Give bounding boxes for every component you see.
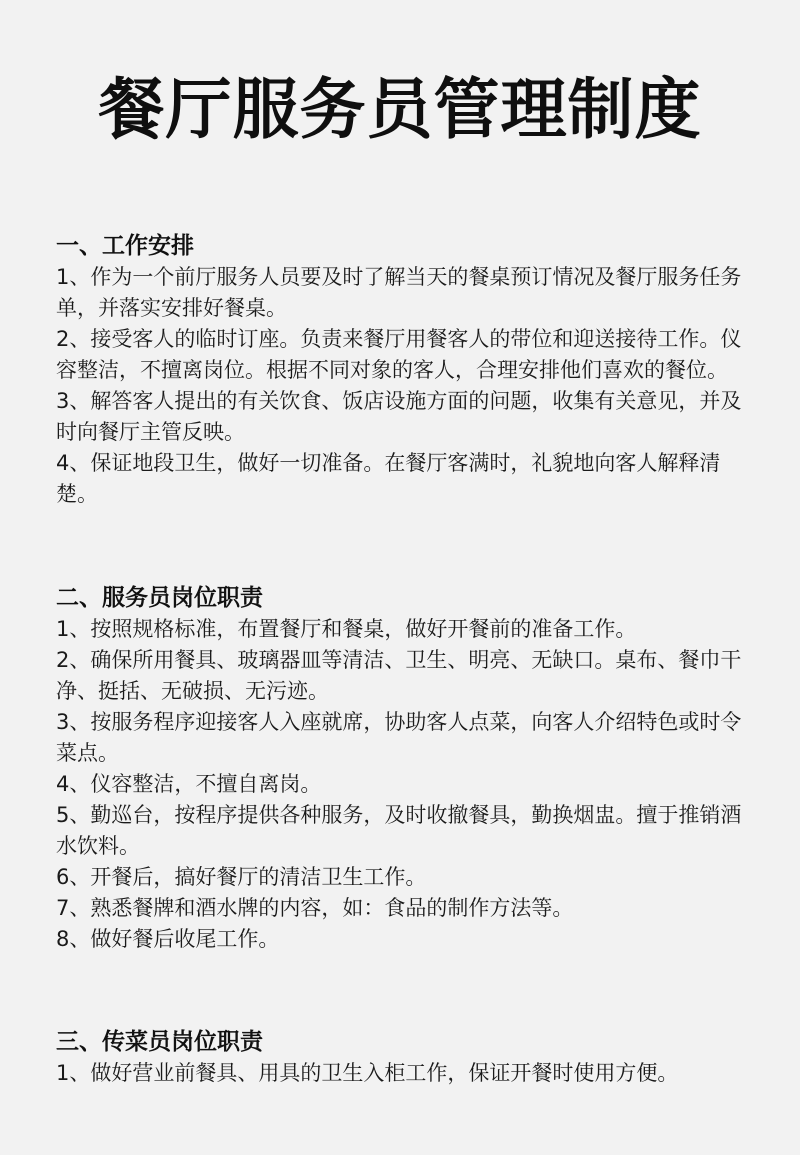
list-item: 5、勤巡台，按程序提供各种服务，及时收撤餐具，勤换烟盅。擅于推销酒水饮料。 [56,803,742,858]
section-work-arrangement [56,230,756,510]
section-runner-duties [56,1026,756,1089]
list-item: 1、作为一个前厅服务人员要及时了解当天的餐桌预订情况及餐厅服务任务单，并落实安排好餐桌。 [56,265,742,320]
list-item: 7、熟悉餐牌和酒水牌的内容，如：食品的制作方法等。 [56,896,574,920]
list-item: 4、保证地段卫生，做好一切准备。在餐厅客满时，礼貌地向客人解释清楚。 [56,451,721,506]
list-item: 1、按照规格标准，布置餐厅和餐桌，做好开餐前的准备工作。 [56,617,637,641]
list-item: 4、仪容整洁，不擅自离岗。 [56,772,322,796]
page-title: 餐厅服务员管理制度 [98,71,702,148]
section-waiter-duties [56,582,756,955]
list-item: 1、做好营业前餐具、用具的卫生入柜工作，保证开餐时使用方便。 [56,1061,679,1085]
list-item: 2、接受客人的临时订座。负责来餐厅用餐客人的带位和迎送接待工作。仪容整洁，不擅离岗位。根据不同对象的客人，合理安排他们喜欢的餐位。 [56,327,742,382]
list-item: 3、按服务程序迎接客人入座就席，协助客人点菜，向客人介绍特色或时令菜点。 [56,710,742,765]
list-item: 6、开餐后，搞好餐厅的清洁卫生工作。 [56,865,427,889]
section-heading: 三、传菜员岗位职责 [56,1029,263,1055]
section-heading: 一、工作安排 [56,233,194,259]
section-heading: 二、服务员岗位职责 [56,585,263,611]
list-item: 3、解答客人提出的有关饮食、饭店设施方面的问题，收集有关意见，并及时向餐厅主管反映。 [56,389,742,444]
list-item: 2、确保所用餐具、玻璃器皿等清洁、卫生、明亮、无缺口。桌布、餐巾干净、挺括、无破损、无污迹。 [56,648,742,703]
list-item: 8、做好餐后收尾工作。 [56,927,280,951]
